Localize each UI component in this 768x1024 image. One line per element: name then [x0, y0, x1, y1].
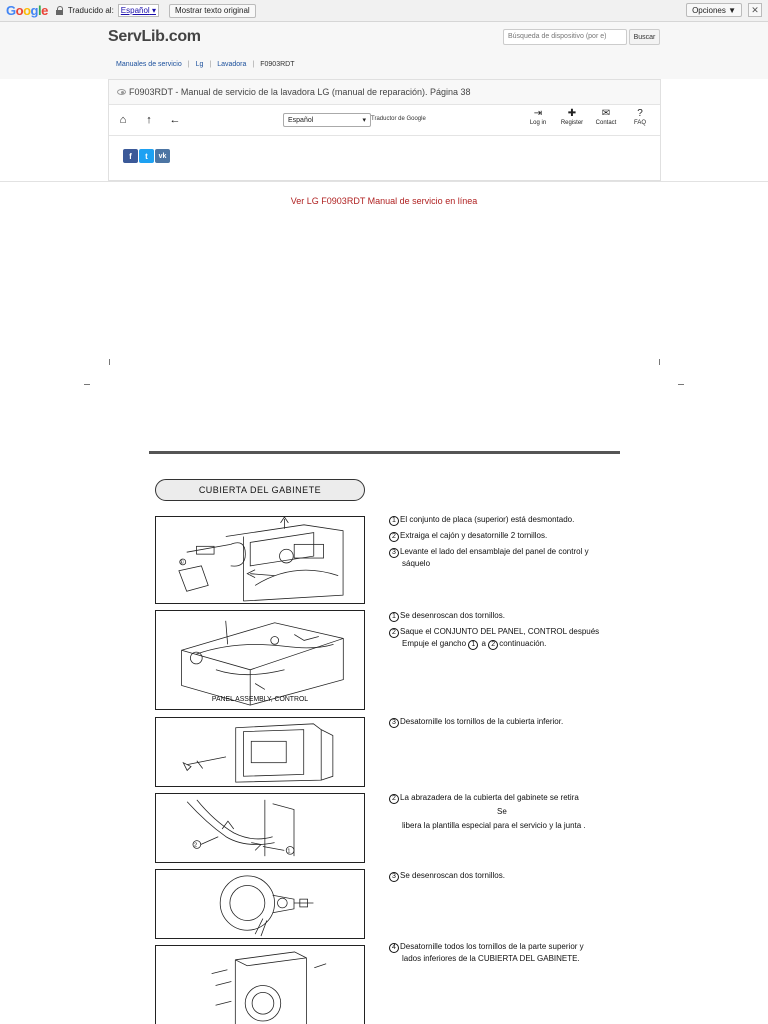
step-line: Empuje el gancho	[402, 639, 467, 648]
step-number: 3	[389, 718, 399, 728]
translate-language-select[interactable]	[118, 4, 159, 17]
lock-icon	[56, 6, 64, 15]
step-number: 2	[389, 532, 399, 542]
language-select[interactable]	[283, 113, 371, 127]
breadcrumb-service-manuals[interactable]: Manuales de servicio	[116, 61, 182, 68]
crop-mark	[109, 359, 110, 365]
search-input[interactable]: Búsqueda de dispositivo (por e)	[503, 29, 627, 45]
breadcrumb-washer[interactable]: Lavadora	[217, 61, 247, 68]
step-line: El conjunto de placa (superior) está desmontado.	[400, 515, 575, 524]
faq-label: FAQ	[633, 120, 646, 126]
step-number: 2	[389, 794, 399, 804]
step-text	[389, 806, 629, 818]
crop-mark	[659, 359, 660, 365]
svg-text:1: 1	[287, 848, 291, 855]
step-line: Desatornille los tornillos de la cubierta inferior.	[400, 717, 564, 726]
login-label: Log in	[529, 120, 547, 126]
door-screws-illustration	[156, 870, 364, 938]
step-text	[389, 626, 629, 638]
close-icon[interactable]: ✕	[748, 3, 762, 17]
language-select-value: Español	[288, 116, 314, 124]
step-line: a	[481, 639, 486, 648]
step-number: 1	[389, 516, 399, 526]
step-text	[389, 610, 629, 622]
step-number: 2	[389, 628, 399, 638]
step-text	[389, 716, 629, 728]
view-online-link[interactable]: Ver LG F0903RDT Manual de servicio en línea	[290, 196, 478, 206]
breadcrumb-separator: |	[187, 61, 190, 68]
page-title: F0903RDT - Manual de servicio de la lavadora LG (manual de reparación). Página 38	[129, 87, 471, 97]
panel-title-bar	[109, 80, 660, 105]
show-original-button[interactable]: Mostrar texto original	[169, 4, 256, 18]
translated-to-label: Traducido al:	[67, 6, 114, 15]
arrow-up-icon[interactable]: ↑	[146, 114, 152, 126]
faq-button[interactable]	[628, 108, 652, 126]
contact-button[interactable]	[594, 108, 618, 126]
breadcrumb-separator: |	[209, 61, 212, 68]
step-group-4	[389, 792, 629, 832]
step-text	[389, 530, 629, 542]
step-line: continuación.	[499, 639, 547, 648]
step-line: Se desenroscan dos tornillos.	[400, 871, 505, 880]
translate-language-value: Español	[120, 6, 150, 15]
chevron-down-icon: ▾	[151, 6, 156, 15]
step-number: 1	[468, 640, 478, 650]
step-line: Extraiga el cajón y desatornille 2 tornillos.	[400, 531, 548, 540]
breadcrumb-separator: |	[252, 61, 255, 68]
step-line: Saque el CONJUNTO DEL PANEL, CONTROL después	[400, 627, 600, 636]
toolbar	[109, 105, 660, 136]
breadcrumb-lg[interactable]: Lg	[195, 61, 204, 68]
document-rule	[149, 451, 620, 454]
search-button[interactable]: Buscar	[629, 29, 660, 45]
google-logo[interactable]: Google	[6, 3, 48, 18]
crop-mark	[84, 384, 90, 385]
step-line: Desatornille todos los tornillos de la parte superior y	[400, 942, 584, 951]
envelope-icon: ✉	[601, 108, 611, 119]
step-line: Levante el lado del ensamblaje del panel de control y	[400, 547, 589, 556]
cabinet-clamp-illustration	[156, 794, 364, 862]
panel-assembly-illustration	[156, 611, 364, 709]
divider	[0, 181, 768, 182]
step-number: 2	[488, 640, 498, 650]
register-button[interactable]	[560, 108, 584, 126]
contact-label: Contact	[595, 120, 617, 126]
svg-text:①: ①	[178, 559, 185, 566]
step-group-3	[389, 716, 629, 728]
figure-drawer-removal	[155, 516, 365, 604]
register-icon: ✚	[567, 108, 577, 119]
step-text	[389, 792, 629, 804]
step-number: 1	[389, 612, 399, 622]
twitter-icon[interactable]: t	[139, 149, 154, 163]
login-icon: ⇥	[533, 108, 543, 119]
question-icon: ?	[637, 108, 643, 119]
step-line: La abrazadera de la cubierta del gabinete se retira	[400, 793, 579, 802]
facebook-icon[interactable]: f	[123, 149, 138, 163]
figure-caption: PANEL ASSEMBLY, CONTROL	[211, 696, 309, 704]
google-translate-bar	[0, 0, 768, 22]
step-text	[389, 870, 629, 882]
step-group-1	[389, 514, 629, 570]
arrow-left-icon[interactable]: ←	[169, 114, 181, 126]
figure-lower-cover	[155, 717, 365, 787]
figure-door-screws	[155, 869, 365, 939]
breadcrumb-current: F0903RDT	[260, 61, 295, 68]
figure-panel-assembly	[155, 610, 365, 710]
drawer-removal-illustration	[156, 517, 364, 603]
register-label: Register	[560, 120, 584, 126]
step-group-5	[389, 870, 629, 882]
figure-cabinet-cover	[155, 945, 365, 1024]
step-line: lados inferiores de la CUBIERTA DEL GABINETE.	[402, 954, 580, 963]
crop-mark	[678, 384, 684, 385]
chevron-down-icon: ▾	[362, 117, 366, 124]
step-line: Se desenroscan dos tornillos.	[400, 611, 505, 620]
eye-icon	[117, 89, 126, 95]
step-number: 3	[389, 548, 399, 558]
site-logo[interactable]: ServLib.com	[108, 28, 201, 45]
translator-label: Traductor de Google	[371, 116, 426, 122]
step-number: 4	[389, 943, 399, 953]
step-line: Se	[497, 807, 507, 816]
svg-text:2: 2	[193, 842, 198, 849]
step-text	[389, 546, 629, 570]
step-line: sáquelo	[402, 559, 431, 568]
step-text	[389, 638, 629, 650]
step-line: libera la plantilla especial para el servicio y la junta .	[402, 821, 586, 830]
social-share	[123, 149, 170, 163]
manual-panel	[108, 79, 661, 181]
figure-cabinet-clamp	[155, 793, 365, 863]
login-button[interactable]	[526, 108, 550, 126]
options-button[interactable]: Opciones ▼	[686, 3, 742, 17]
lower-cover-illustration	[156, 718, 364, 786]
step-group-6	[389, 941, 629, 965]
step-text	[389, 941, 629, 965]
step-group-2	[389, 610, 629, 650]
vk-icon[interactable]: vk	[155, 149, 170, 163]
cabinet-cover-illustration	[156, 946, 364, 1024]
step-number: 3	[389, 872, 399, 882]
home-icon[interactable]: ⌂	[119, 114, 127, 126]
step-text	[389, 514, 629, 526]
step-text	[389, 820, 629, 832]
user-tools	[526, 108, 652, 126]
breadcrumb	[116, 61, 294, 68]
section-title: CUBIERTA DEL GABINETE	[155, 479, 365, 501]
